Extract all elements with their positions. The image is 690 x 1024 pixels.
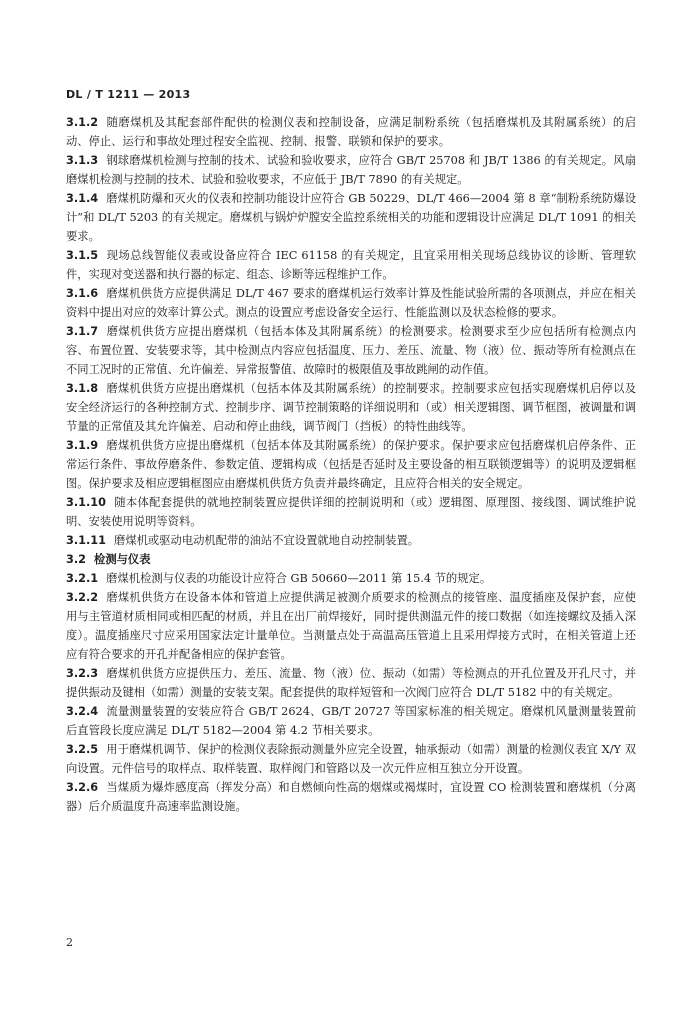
clause-paragraph — [66, 531, 636, 550]
clause-number: 3.2.6 — [66, 781, 99, 794]
clause-paragraph — [66, 664, 636, 702]
clause-text: 磨煤机供货方在设备本体和管道上应提供满足被测介质要求的检测点的接管座、温度插座及保护套，应使用与主管道材质相同或相匹配的材质，并且在出厂前焊接好，同时提供测温元件的接口数据（如连接螺纹及插入深度）。温度插座尺寸应采用国家法定计量单位。当测量点处于高温高压管道上且采用焊接方式时，在相关管道上还应有符合要求的开孔并配备相应的保护套管。 — [66, 591, 636, 661]
clause-paragraph — [66, 322, 636, 379]
clause-text: 流量测量装置的安装应符合 GB/T 2624、GB/T 20727 等国家标准的相关规定。磨煤机风量测量装置前后直管段长度应满足 DL/T 5182—2004 第 4.2 节相关要求。 — [66, 705, 636, 737]
clause-text: 磨煤机供货方应提供压力、差压、流量、物（液）位、振动（如需）等检测点的开孔位置及开孔尺寸，并提供振动及键相（如需）测量的安装支架。配套提供的取样短管和一次阀门应符合 DL/T 5182 中的有关规定。 — [66, 667, 636, 699]
clause-number: 3.1.9 — [66, 439, 99, 452]
clause-number: 3.1.11 — [66, 534, 107, 547]
clause-number: 3.1.4 — [66, 192, 99, 205]
clause-paragraph — [66, 284, 636, 322]
clause-text: 当煤质为爆炸感度高（挥发分高）和自燃倾向性高的烟煤或褐煤时，宜设置 CO 检测装置和磨煤机（分离器）后介质温度升高速率监测设施。 — [66, 781, 636, 813]
clause-number: 3.1.2 — [66, 116, 99, 129]
clause-paragraph — [66, 778, 636, 816]
clause-text: 磨煤机检测与仪表的功能设计应符合 GB 50660—2011 第 15.4 节的规定。 — [106, 572, 492, 585]
clause-number: 3.1.6 — [66, 287, 99, 300]
clause-number: 3.1.3 — [66, 154, 99, 167]
section-heading — [66, 550, 636, 569]
clause-text: 随磨煤机及其配套部件配供的检测仪表和控制设备，应满足制粉系统（包括磨煤机及其附属系统）的启动、停止、运行和事故处理过程安全监视、控制、报警、联锁和保护的要求。 — [66, 116, 636, 148]
clause-paragraph — [66, 151, 636, 189]
clause-paragraph — [66, 588, 636, 664]
clause-text: 磨煤机防爆和灭火的仪表和控制功能设计应符合 GB 50229、DL/T 466—2004 第 8 章“制粉系统防爆设计”和 DL/T 5203 的有关规定。磨煤机与锅炉炉膛安全监控系统相关的功能和逻辑设计应满足 DL/T 1091 的相关要求。 — [66, 192, 636, 243]
clause-text: 磨煤机供货方应提出磨煤机（包括本体及其附属系统）的保护要求。保护要求应包括磨煤机启停条件、正常运行条件、事故停磨条件、参数定值、逻辑构成（包括是否延时及主要设备的相互联锁逻辑等）的说明及逻辑框图。保护要求及相应逻辑框图应由磨煤机供货方负责并最终确定，且应符合相关的安全规定。 — [66, 439, 636, 490]
section-title: 检测与仪表 — [94, 553, 151, 566]
clause-paragraph — [66, 113, 636, 151]
clause-paragraph — [66, 702, 636, 740]
clause-text: 随本体配套提供的就地控制装置应提供详细的控制说明和（或）逻辑图、原理图、接线图、调试维护说明、安装使用说明等资料。 — [66, 496, 636, 528]
clause-text: 现场总线智能仪表或设备应符合 IEC 61158 的有关规定，且宜采用相关现场总线协议的诊断、管理软件，实现对变送器和执行器的标定、组态、诊断等远程维护工作。 — [66, 249, 636, 281]
clause-paragraph — [66, 246, 636, 284]
clause-text: 磨煤机或驱动电动机配带的油站不宜设置就地自动控制装置。 — [114, 534, 420, 547]
clause-text: 磨煤机供货方应提供满足 DL/T 467 要求的磨煤机运行效率计算及性能试验所需的各项测点，并应在相关资料中提出对应的效率计算公式。测点的设置应考虑设备安全运行、性能监测以及状态检修的要求。 — [66, 287, 636, 319]
clause-number: 3.1.5 — [66, 249, 99, 262]
paragraph-group-3-2 — [66, 569, 636, 816]
clause-number: 3.2.3 — [66, 667, 99, 680]
clause-text: 磨煤机供货方应提出磨煤机（包括本体及其附属系统）的控制要求。控制要求应包括实现磨煤机启停以及安全经济运行的各种控制方式、控制步序、调节控制策略的详细说明和（或）相关逻辑图、调节框图，被调量和调节量的正常值及其允许偏差、启动和停止曲线，调节阀门（挡板）的特性曲线等。 — [66, 382, 636, 433]
clause-number: 3.1.10 — [66, 496, 107, 509]
standard-code-header: DL / T 1211 — 2013 — [66, 88, 191, 101]
clause-text: 钢球磨煤机检测与控制的技术、试验和验收要求，应符合 GB/T 25708 和 JB/T 1386 的有关规定。风扇磨煤机检测与控制的技术、试验和验收要求，不应低于 JB/T 7890 的有关规定。 — [66, 154, 636, 186]
clause-paragraph — [66, 436, 636, 493]
page-number: 2 — [66, 936, 73, 949]
section-number: 3.2 — [66, 553, 87, 566]
clause-paragraph — [66, 569, 636, 588]
clause-number: 3.2.1 — [66, 572, 99, 585]
clause-number: 3.2.2 — [66, 591, 99, 604]
clause-text: 磨煤机供货方应提出磨煤机（包括本体及其附属系统）的检测要求。检测要求至少应包括所有检测点内容、布置位置、安装要求等，其中检测点内容应包括温度、压力、差压、流量、物（液）位、振动等所有检测点在不同工况时的正常值、允许偏差、异常报警值、故障时的极限值及事故跳闸的动作值。 — [66, 325, 636, 376]
clause-number: 3.1.8 — [66, 382, 99, 395]
clause-text: 用于磨煤机调节、保护的检测仪表除振动测量外应完全设置，轴承振动（如需）测量的检测仪表宜 X/Y 双向设置。元件信号的取样点、取样装置、取样阀门和管路以及一次元件应相互独立分开设置。 — [66, 743, 636, 775]
clause-paragraph — [66, 740, 636, 778]
clause-number: 3.1.7 — [66, 325, 99, 338]
clause-paragraph — [66, 189, 636, 246]
clause-paragraph — [66, 379, 636, 436]
document-body — [66, 113, 636, 816]
clause-number: 3.2.5 — [66, 743, 99, 756]
paragraph-group-3-1 — [66, 113, 636, 550]
clause-paragraph — [66, 493, 636, 531]
clause-number: 3.2.4 — [66, 705, 99, 718]
